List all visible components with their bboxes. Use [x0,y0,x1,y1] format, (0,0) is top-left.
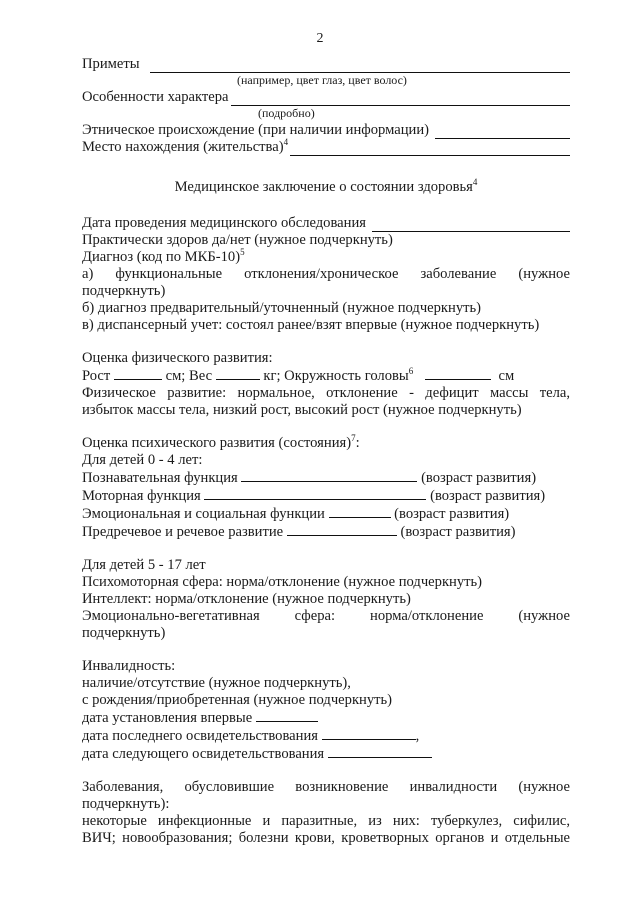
height-field[interactable] [114,367,162,380]
speech-row: Предречевое и речевое развитие (возраст развития) [82,524,516,540]
diseases-line-1: Заболевания, обусловившие возникновение инвалидности (нужное [82,779,570,795]
page-number: 2 [316,31,324,46]
disability-heading: Инвалидность: [82,658,176,674]
diseases-line-3: некоторые инфекционные и паразитные, из них: туберкулез, сифилис, [82,813,570,829]
diagnosis-item-a-cont: подчеркнуть) [82,283,166,299]
psychomotor-line: Психомоторная сфера: норма/отклонение (нужное подчеркнуть) [82,574,483,590]
character-hint: (подробно) [258,106,315,120]
healthy-line: Практически здоров да/нет (нужное подчеркнуть) [82,232,393,248]
location-field[interactable] [290,142,570,156]
diagnosis-item-b: б) диагноз предварительный/уточненный (нужное подчеркнуть) [82,300,482,316]
mental-heading: Оценка психического развития (состояния)$^7$: [82,433,360,451]
location-label: Место нахождения (жительства)$^4$ [82,137,289,155]
vegetative-line-cont: подчеркнуть) [82,625,166,641]
ethnic-field[interactable] [435,125,570,139]
diagnosis-item-a: а) функциональные отклонения/хроническое заболевание (нужное [82,266,570,282]
last-exam-row: дата последнего освидетельствования , [82,728,420,744]
features-hint: (например, цвет глаз, цвет волос) [237,73,407,87]
group-5-17-label: Для детей 5 - 17 лет [82,557,206,573]
features-label: Приметы [82,56,140,72]
cognitive-field[interactable] [241,469,417,482]
character-label: Особенности характера [82,89,229,105]
motor-row: Моторная функция (возраст развития) [82,488,546,504]
features-field[interactable] [150,59,570,73]
character-row [82,89,570,106]
exam-date-field[interactable] [372,218,570,232]
diagnosis-item-v: в) диспансерный учет: состоял ранее/взят впервые (нужное подчеркнуть) [82,317,540,333]
character-field[interactable] [231,92,570,106]
first-date-field[interactable] [256,709,318,722]
exam-date-row [82,215,570,232]
cognitive-row: Познавательная функция (возраст развития) [82,470,537,486]
form-content [82,56,570,847]
motor-field[interactable] [204,487,426,500]
weight-field[interactable] [216,367,260,380]
medical-heading: Медицинское заключение о состоянии здоровья$^4$ [174,177,478,195]
diseases-line-4: ВИЧ; новообразования; болезни крови, кроветворных органов и отдельные [82,830,570,846]
next-exam-field[interactable] [328,745,432,758]
ethnic-row [82,122,570,139]
group-0-4-label: Для детей 0 - 4 лет: [82,452,203,468]
last-exam-field[interactable] [322,727,416,740]
exam-date-label: Дата проведения медицинского обследования [82,215,366,231]
emotional-field[interactable] [329,505,391,518]
first-date-row: дата установления впервые [82,709,570,727]
vegetative-line: Эмоционально-вегетативная сфера: норма/отклонение (нужное [82,608,570,624]
emotional-row: Эмоциональная и социальная функции (возраст развития) [82,506,510,522]
diseases-line-2: подчеркнуть): [82,796,170,812]
next-exam-row: дата следующего освидетельствования [82,745,570,763]
physical-heading: Оценка физического развития: [82,350,273,366]
disability-origin: с рождения/приобретенная (нужное подчеркнуть) [82,692,393,708]
speech-field[interactable] [287,523,397,536]
measurements-row: Рост см; Вес кг; Окружность головы$^6$ см [82,366,515,384]
diagnosis-label: Диагноз (код по МКБ-10)$^5$ [82,247,245,265]
head-field[interactable] [425,367,491,380]
physical-development: Физическое развитие: нормальное, отклонение - дефицит массы тела, [82,385,570,401]
disability-presence: наличие/отсутствие (нужное подчеркнуть), [82,675,351,691]
features-row [82,56,570,73]
intellect-line: Интеллект: норма/отклонение (нужное подчеркнуть) [82,591,411,607]
ethnic-label: Этническое происхождение (при наличии информации) [82,122,430,138]
physical-development-cont: избыток массы тела, низкий рост, высокий рост (нужное подчеркнуть) [82,402,522,418]
location-row [82,139,570,156]
